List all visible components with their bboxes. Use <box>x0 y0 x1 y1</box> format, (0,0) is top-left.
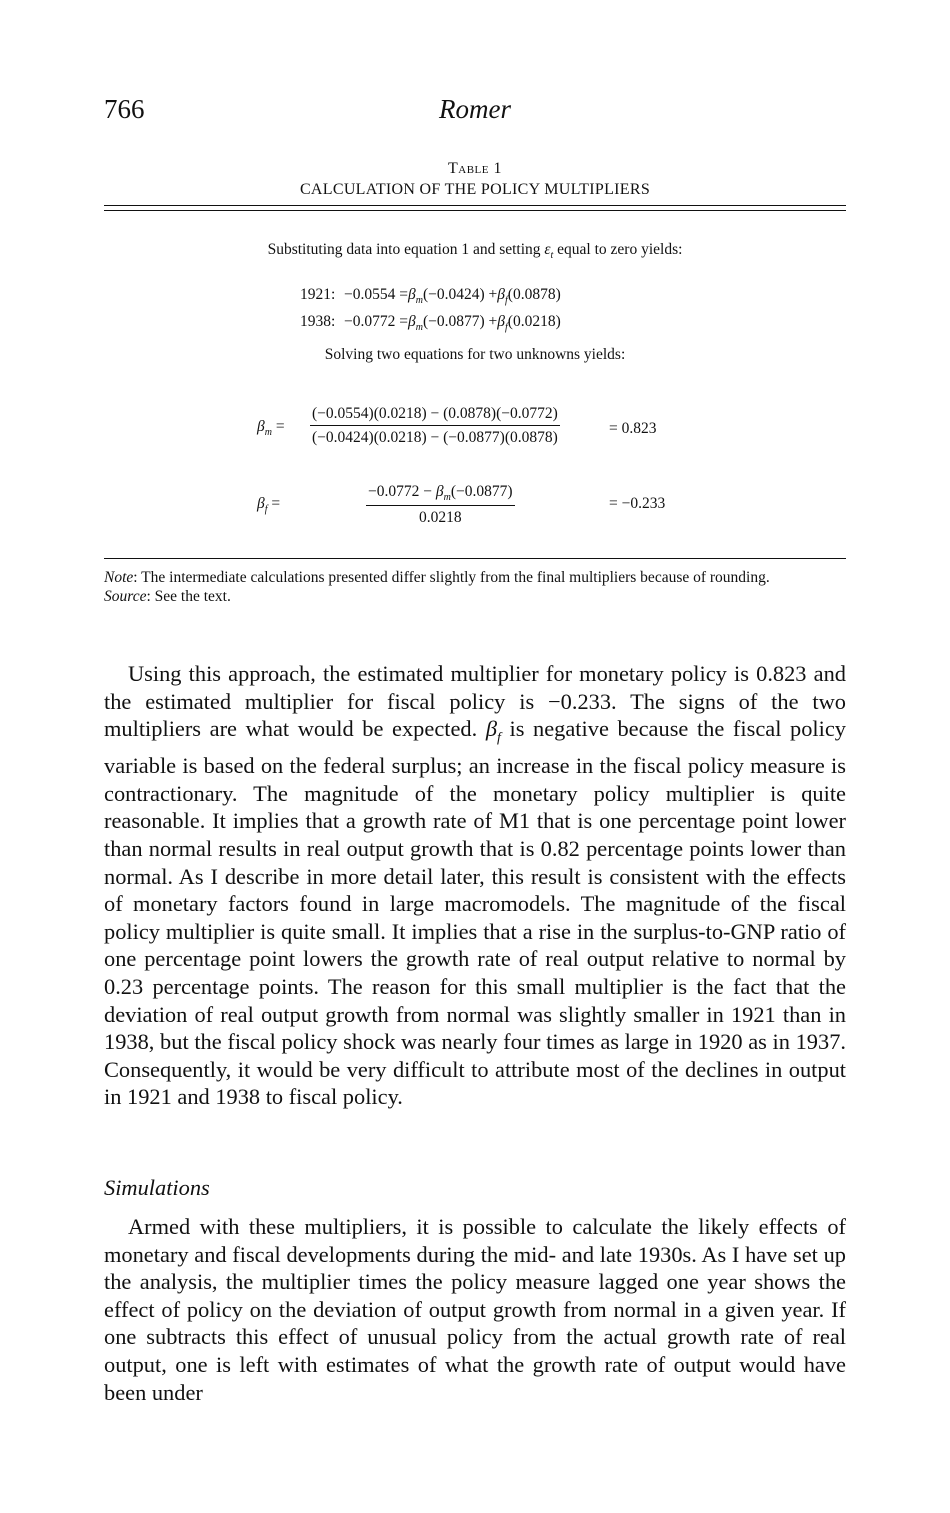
para1-part-b: is negative because the fiscal policy variable is based on the federal surplus; an increase in the fiscal policy measure is contractionary. The magnitude of the monetary policy multiplier is quite reasonable. It implies that a growth rate of M1 that is one percentage point lower than normal results in real output growth that is 0.82 percentage points lower than normal. As I describe in more detail later, this result is consistent with the effects of monetary factors found in large macromodels. The magnitude of the fiscal policy multiplier is quite small. It implies that a rise in the surplus-to-GNP ratio of one percentage point lowers the growth rate of real output relative to normal by 0.23 percentage points. The reason for this small multiplier is the fact that the deviation of real output growth from normal was slightly smaller in 1921 than in 1938, but the fiscal policy shock was nearly four times as large in 1920 as in 1937. Consequently, it would be very difficult to attribute most of the declines in output in 1921 and 1938 to fiscal policy. <box>104 716 846 1110</box>
equation-lhs: −0.0772 = <box>344 313 408 331</box>
table-top-double-rule <box>104 205 846 211</box>
equation-term-2: (0.0878) <box>507 286 561 303</box>
body-paragraph-1 <box>104 660 846 1111</box>
table-bottom-rule <box>104 558 846 559</box>
equation-year: 1938: <box>300 313 336 331</box>
equation-year: 1921: <box>300 286 336 303</box>
source-line <box>104 587 846 606</box>
beta-f-subscript: f <box>505 295 508 307</box>
beta-f-numerator-prefix: −0.0772 − <box>368 483 436 500</box>
beta-f-inline-subscript: f <box>496 730 501 746</box>
beta-m-subscript: m <box>443 492 451 504</box>
note-label: Note <box>104 569 134 586</box>
beta-f-symbol: β <box>257 495 265 512</box>
beta-m-numerator: (−0.0554)(0.0218) − (0.0878)(−0.0772) <box>310 405 560 426</box>
beta-f-denominator: 0.0218 <box>418 509 462 527</box>
equation-term-2: (0.0218) <box>507 313 561 331</box>
equation-lhs: −0.0554 = <box>344 286 408 303</box>
beta-f-fraction <box>366 483 515 527</box>
beta-f-subscript: f <box>264 504 268 516</box>
solving-line: Solving two equations for two unknowns yields: <box>324 346 626 363</box>
beta-m-result: = 0.823 <box>609 420 657 437</box>
table-label: Table 1 <box>448 160 502 177</box>
equation-term-1: (−0.0424) + <box>422 286 498 303</box>
beta-f-symbol: β <box>497 286 505 303</box>
beta-m-symbol: β <box>435 483 444 500</box>
beta-m-equals: = <box>271 418 285 435</box>
beta-f-numerator <box>366 483 515 506</box>
beta-m-symbol: β <box>407 286 416 303</box>
equation-row-1938 <box>300 311 561 338</box>
equation-system <box>300 284 561 338</box>
beta-f-frac <box>366 483 515 527</box>
beta-f-equals: = <box>267 495 281 512</box>
equation-row-1921 <box>300 284 561 311</box>
epsilon-symbol: ε <box>544 241 551 258</box>
beta-f-subscript: f <box>505 322 508 334</box>
note-line <box>104 568 846 587</box>
beta-m-fraction <box>310 405 560 447</box>
intro-prefix: Substituting data into equation 1 and setting <box>267 241 545 258</box>
note-text: : The intermediate calculations presented differ slightly from the final multipliers because of rounding. <box>133 569 770 586</box>
beta-f-numerator-suffix: (−0.0877) <box>450 483 513 500</box>
intro-suffix: equal to zero yields: <box>553 241 683 258</box>
beta-f-symbol: β <box>497 313 505 331</box>
running-head: Romer <box>439 94 511 124</box>
beta-m-frac <box>310 405 560 447</box>
beta-m-subscript: m <box>415 322 423 334</box>
beta-f-lhs <box>257 495 280 515</box>
beta-f-inline-symbol: β <box>485 716 497 742</box>
epsilon-subscript: t <box>550 250 554 262</box>
beta-m-lhs <box>257 418 285 438</box>
beta-m-subscript: m <box>264 427 272 439</box>
beta-m-denominator: (−0.0424)(0.0218) − (−0.0877)(0.0878) <box>312 429 558 446</box>
source-text: : See the text. <box>146 588 231 605</box>
page-number: 766 <box>104 94 145 124</box>
beta-m-subscript: m <box>415 295 423 307</box>
table-note <box>104 568 846 606</box>
para1-part-a: Using this approach, the estimated multiplier for monetary policy is 0.823 and the estimated multiplier for fiscal policy is −0.233. The signs of the two multipliers are what would be expected. <box>104 661 846 742</box>
beta-f-result: = −0.233 <box>609 495 666 512</box>
equation-term-1: (−0.0877) + <box>422 313 498 331</box>
section-heading: Simulations <box>104 1175 210 1200</box>
body-paragraph-2: Armed with these multipliers, it is possible to calculate the likely effects of monetary and fiscal developments during the mid- and late 1930s. As I have set up the analysis, the multiplier times the policy measure lagged one year shows the effect of policy on the deviation of output growth from normal in a given year. If one subtracts this effect of unusual policy from the actual growth rate of real output, one is left with estimates of what the growth rate of output would have been under <box>104 1214 846 1405</box>
beta-m-symbol: β <box>407 313 416 331</box>
table-title: CALCULATION OF THE POLICY MULTIPLIERS <box>299 181 651 198</box>
beta-m-symbol: β <box>257 418 265 435</box>
table-intro-line <box>0 241 950 261</box>
source-label: Source <box>104 588 147 605</box>
